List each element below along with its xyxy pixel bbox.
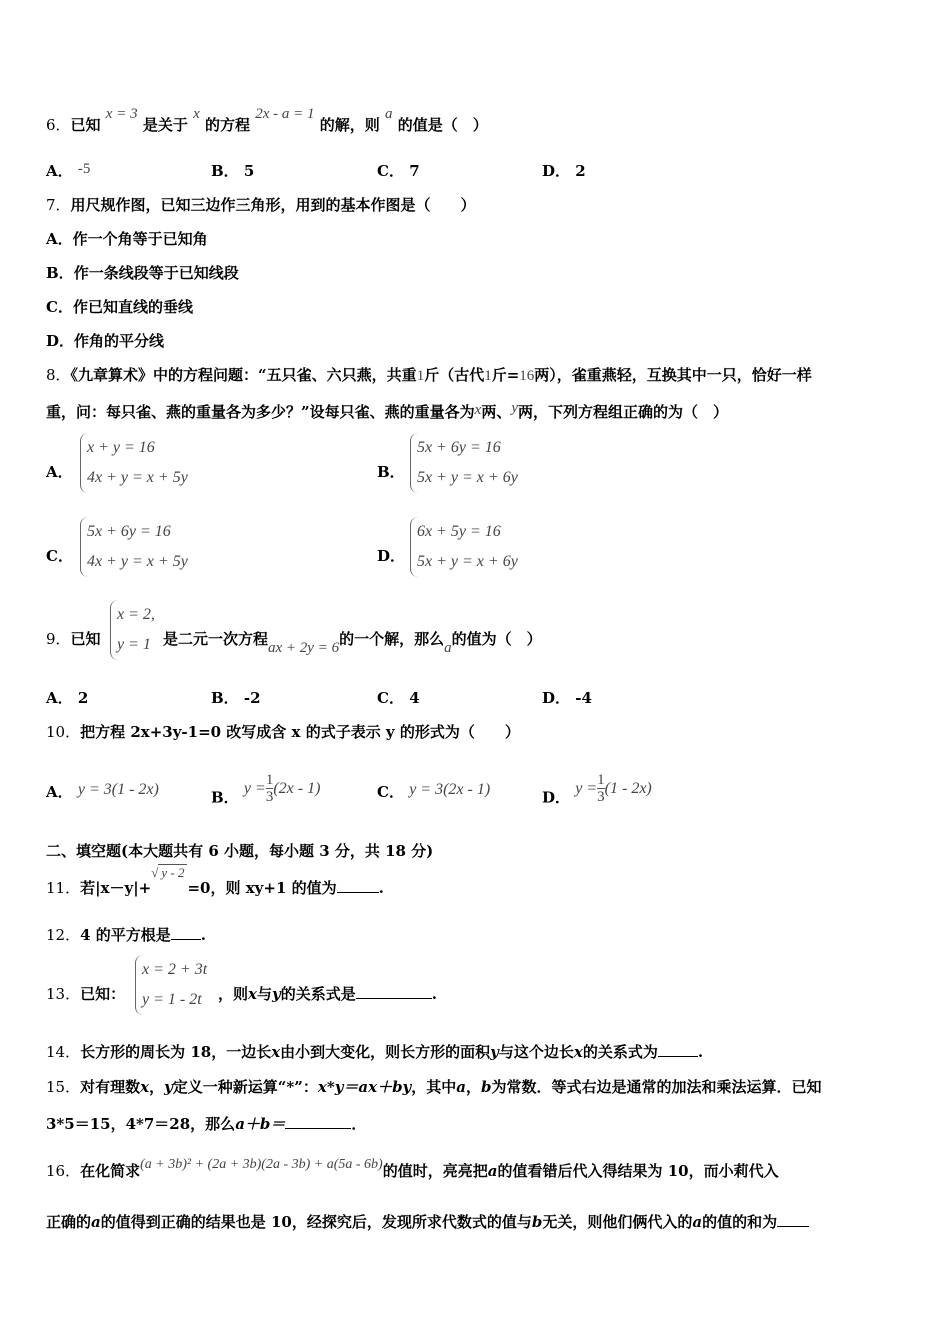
- q16-expression: (a + 3b)² + (2a + 3b)(2a - 3b) + a(5a - 6b): [140, 1157, 383, 1172]
- q6-option-c[interactable]: C． 7: [377, 162, 420, 180]
- q15-stem-line-1: 15．对有理数x，y定义一种新运算“*”：x*y＝ax＋by，其中a，b为常数．等式右边是通常的加法和乘法运算．已知: [46, 1078, 822, 1096]
- q6-number: 6．: [46, 116, 71, 134]
- q16-stem-line-1: 16．在化简求(a + 3b)² + (2a + 3b)(2a - 3b) + a(5a - 6b)的值时，亮亮把a的值看错后代入得结果为 10，而小莉代入: [46, 1157, 779, 1180]
- q11-stem: 11．若|x－y|+√ y - 2=0，则 xy+1 的值为 .: [46, 865, 384, 897]
- q8-stem-line-2: 重，问：每只雀、燕的重量各为多少？”设每只雀、燕的重量各为x两、y两，下列方程组正确的为（ ）: [46, 400, 729, 421]
- q9-option-c[interactable]: C． 4: [377, 689, 420, 707]
- q8-option-c-label[interactable]: C．: [46, 547, 73, 565]
- q6-option-b[interactable]: B． 5: [211, 162, 255, 180]
- q9-option-a[interactable]: A． 2: [46, 689, 89, 707]
- q10-option-d[interactable]: D． y = $\frac{1}{3}$ (1 - 2x): [542, 772, 652, 807]
- q13-answer-blank[interactable]: [356, 984, 432, 999]
- q9-option-d[interactable]: D． -4: [542, 689, 592, 707]
- q7-option-a[interactable]: A．作一个角等于已知角: [46, 230, 208, 248]
- q6-math-3: 2x - a = 1: [255, 106, 315, 122]
- q16-answer-blank[interactable]: [777, 1212, 809, 1227]
- q8-stem-line-1: 8．《九章算术》中的方程问题：“五只雀、六只燕，共重1斤（古代1斤=16两），雀重燕轻，互换其中一只，恰好一样: [46, 366, 812, 384]
- q6-math-2: x: [193, 106, 200, 122]
- q13-system: x = 2 + 3t y = 1 - 2t: [135, 955, 207, 1015]
- q16-stem-line-2: 正确的a的值得到正确的结果也是 10，经探究后，发现所求代数式的值与b无关，则他们俩代入的a的值的和为: [46, 1212, 809, 1232]
- q7-option-b[interactable]: B．作一条线段等于已知线段: [46, 264, 239, 282]
- q10-option-c[interactable]: C． y = 3(2x - 1): [377, 781, 491, 801]
- q14-answer-blank[interactable]: [658, 1042, 698, 1057]
- q9-system: x = 2, y = 1: [110, 600, 155, 660]
- q8-option-b-label[interactable]: B．: [377, 463, 405, 481]
- q8-option-d-label[interactable]: D．: [377, 547, 406, 565]
- q12-answer-blank[interactable]: [171, 925, 201, 940]
- q7-option-c[interactable]: C．作已知直线的垂线: [46, 298, 193, 316]
- q10-option-a[interactable]: A． y = 3(1 - 2x): [46, 781, 159, 801]
- q15-answer-blank[interactable]: [285, 1114, 351, 1129]
- q15-stem-line-2: 3*5＝15，4*7＝28，那么a＋b＝ ．: [46, 1115, 367, 1133]
- q7-stem: 7．用尺规作图，已知三边作三角形，用到的基本作图是（ ）: [46, 196, 476, 214]
- q6-option-d[interactable]: D． 2: [542, 162, 586, 180]
- q8-option-d-system[interactable]: 6x + 5y = 16 5x + y = x + 6y: [410, 517, 518, 577]
- q8-option-a-label[interactable]: A．: [46, 463, 73, 481]
- q9-option-b[interactable]: B． -2: [211, 689, 261, 707]
- q14-stem: 14．长方形的周长为 18，一边长x由小到大变化，则长方形的面积y与这个边长x的关系式为 .: [46, 1043, 704, 1061]
- q13-stem-rest: ，则x与y的关系式是 .: [218, 985, 437, 1003]
- q9-stem: 9．已知: [46, 630, 101, 648]
- q13-stem: 13．已知：: [46, 985, 126, 1003]
- q8-option-b-system[interactable]: 5x + 6y = 16 5x + y = x + 6y: [410, 433, 518, 493]
- q8-option-a-system[interactable]: x + y = 16 4x + y = x + 5y: [80, 433, 188, 493]
- q6-math-4: a: [384, 106, 393, 122]
- q8-option-c-system[interactable]: 5x + 6y = 16 4x + y = x + 5y: [80, 517, 188, 577]
- q10-option-b[interactable]: B． y = $\frac{1}{3}$ (2x - 1): [211, 772, 321, 807]
- q9-stem-rest: 是二元一次方程ax + 2y = 6的一个解，那么a的值为（ ）: [163, 630, 542, 656]
- q11-answer-blank[interactable]: [337, 878, 379, 893]
- q7-option-d[interactable]: D．作角的平分线: [46, 332, 165, 350]
- q10-stem: 10．把方程 2x+3y-1=0 改写成含 x 的式子表示 y 的形式为（ ）: [46, 723, 520, 741]
- q6-stem: 6．已知 x = 3 是关于 x 的方程 2x - a = 1 的解，则 a 的值是（ ）: [46, 106, 488, 134]
- q6-option-a[interactable]: A． -5: [46, 161, 91, 180]
- q6-math-1: x = 3: [105, 106, 138, 122]
- section-2-heading: 二、填空题(本大题共有 6 小题，每小题 3 分，共 18 分): [46, 842, 434, 860]
- q12-stem: 12．4 的平方根是 .: [46, 926, 206, 944]
- q11-sqrt: √ y - 2: [151, 863, 187, 883]
